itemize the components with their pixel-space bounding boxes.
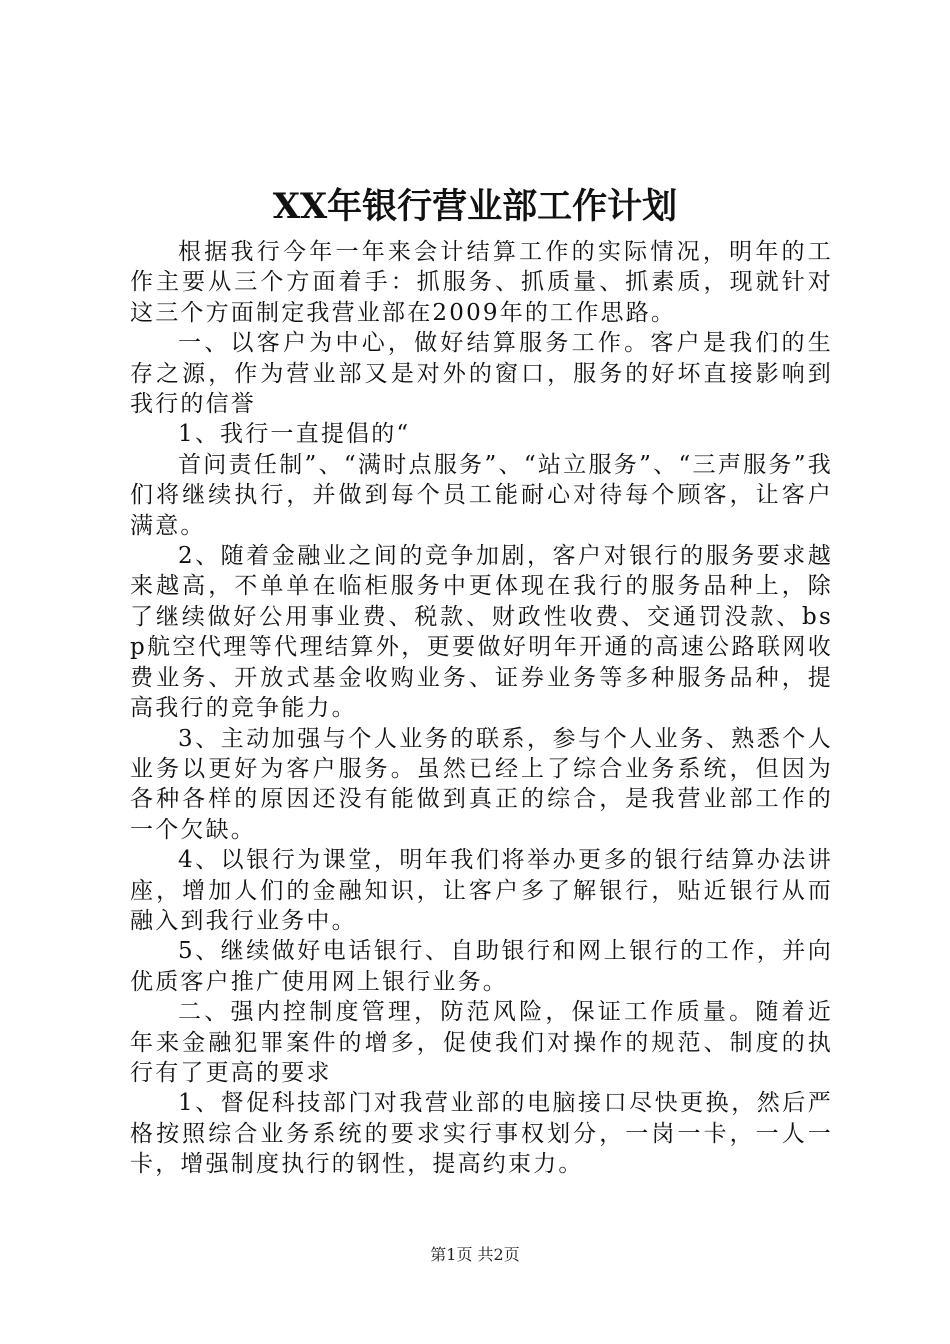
paragraph-item-1-2: 2、随着金融业之间的竞争加剧，客户对银行的服务要求越来越高，不单单在临柜服务中更体现在我行的服务品种上，除了继续做好公用事业费、税款、财政性收费、交通罚没款、bsp航空代理等代理结算外，更要做好明年开通的高速公路联网收费业务、开放式基金收购业务、证券业务等多种服务品种，提高我行的竞争能力。 (130, 543, 833, 722)
paragraph-item-2-1: 1、督促科技部门对我营业部的电脑接口尽快更换，然后严格按照综合业务系统的要求实行事权划分，一岗一卡，一人一卡，增强制度执行的钢性，提高约束力。 (130, 1090, 833, 1178)
page-number-footer: 第1页 共2页 (430, 1245, 520, 1264)
document-body (130, 237, 833, 1180)
paragraph-item-1-1-cont: 首问责任制”、“满时点服务”、“站立服务”、“三声服务”我们将继续执行，并做到每个员工能耐心对待每个顾客，让客户满意。 (130, 451, 833, 539)
paragraph-section-2: 二、强内控制度管理，防范风险，保证工作质量。随着近年来金融犯罪案件的增多，促使我们对操作的规范、制度的执行有了更高的要求 (130, 999, 833, 1086)
paragraph-item-1-4: 4、以银行为课堂，明年我们将举办更多的银行结算办法讲座，增加人们的金融知识，让客户多了解银行，贴近银行从而融入到我行业务中。 (130, 847, 833, 934)
paragraph-section-1: 一、以客户为中心，做好结算服务工作。客户是我们的生存之源，作为营业部又是对外的窗口，服务的好坏直接影响到我行的信誉 (130, 330, 833, 418)
paragraph-intro: 根据我行今年一年来会计结算工作的实际情况，明年的工作主要从三个方面着手：抓服务、抓质量、抓素质，现就针对这三个方面制定我营业部在2009年的工作思路。 (130, 239, 833, 326)
paragraph-item-1-3: 3、主动加强与个人业务的联系，参与个人业务、熟悉个人业务以更好为客户服务。虽然已经上了综合业务系统，但因为各种各样的原因还没有能做到真正的综合，是我营业部工作的一个欠缺。 (130, 725, 833, 843)
paragraph-item-1-1: 1、我行一直提倡的“ (178, 421, 411, 448)
paragraph-item-1-5: 5、继续做好电话银行、自助银行和网上银行的工作，并向优质客户推广使用网上银行业务。 (130, 938, 833, 995)
document-title: XX年银行营业部工作计划 (272, 186, 678, 227)
